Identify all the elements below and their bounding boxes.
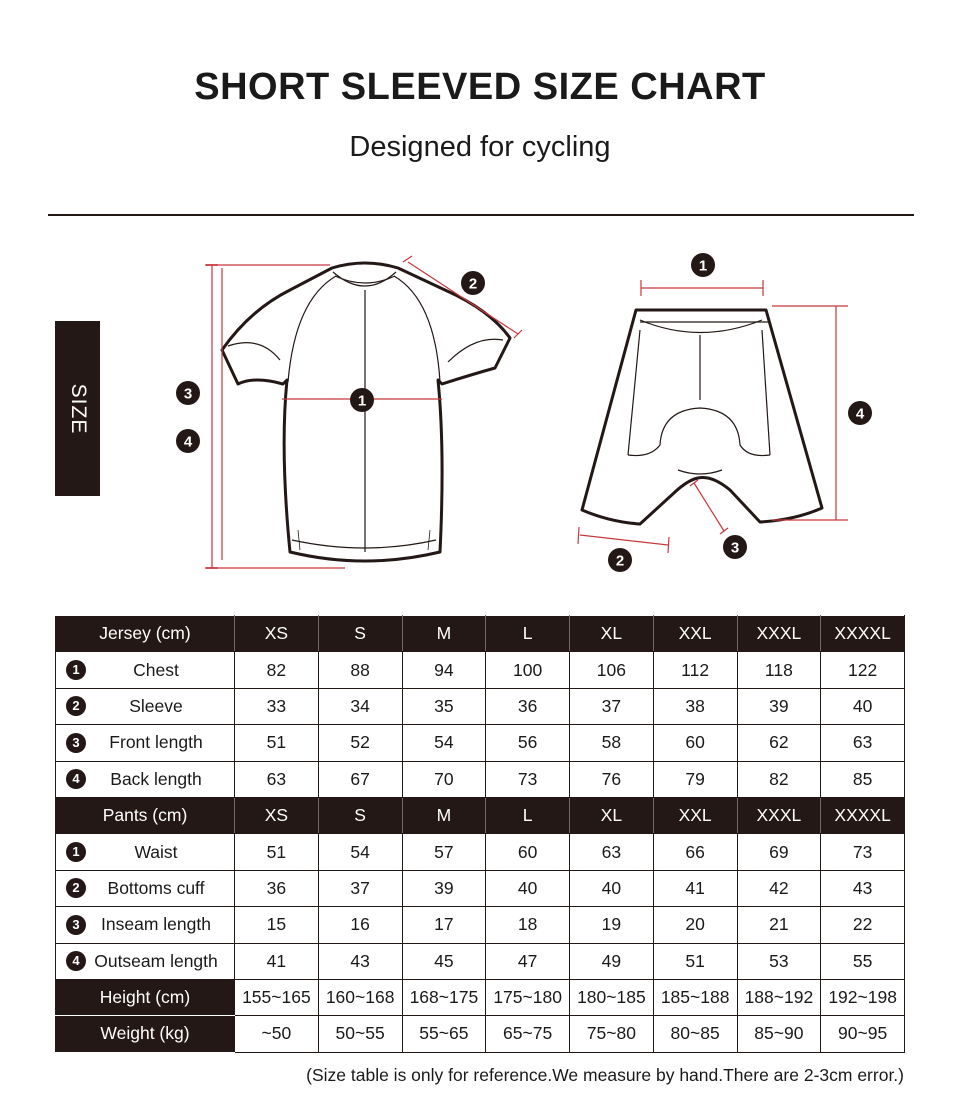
table-cell: 51: [235, 834, 319, 870]
header-cell: XXXXL: [821, 616, 905, 652]
table-cell: 51: [653, 943, 737, 979]
table-cell: 43: [318, 943, 402, 979]
row-label-text: Front length: [109, 732, 203, 753]
header-cell: XS: [235, 797, 319, 833]
svg-text:4: 4: [183, 433, 193, 451]
table-cell: 67: [318, 761, 402, 797]
table-cell: 54: [318, 834, 402, 870]
table-cell: 35: [402, 688, 486, 724]
jersey-marker-3: [176, 381, 200, 405]
row-label: [56, 688, 235, 724]
table-cell: 53: [737, 943, 821, 979]
table-cell: ~50: [235, 1016, 319, 1052]
size-side-tab-label: SIZE: [66, 383, 90, 434]
row-label: [56, 907, 235, 943]
pants-marker-2: [608, 548, 632, 572]
table-cell: 40: [821, 688, 905, 724]
header-cell: M: [402, 797, 486, 833]
header-cell: XS: [235, 616, 319, 652]
table-cell: 52: [318, 725, 402, 761]
header-cell: Jersey (cm): [56, 616, 235, 652]
row-number-badge: 4: [66, 769, 86, 789]
jersey-outline: [222, 263, 510, 561]
table-cell: 73: [486, 761, 570, 797]
footnote: (Size table is only for reference.We measure by hand.There are 2-3cm error.): [306, 1065, 904, 1085]
table-cell: 40: [570, 870, 654, 906]
row-number-badge: 2: [66, 696, 86, 716]
table-cell: 37: [570, 688, 654, 724]
svg-text:2: 2: [615, 552, 625, 570]
svg-text:1: 1: [357, 392, 367, 410]
table-cell: 47: [486, 943, 570, 979]
row-number-badge: 3: [66, 915, 86, 935]
jersey-seams: [228, 272, 503, 552]
table-cell: 36: [235, 870, 319, 906]
table-cell: 33: [235, 688, 319, 724]
table-cell: 17: [402, 907, 486, 943]
table-cell: 16: [318, 907, 402, 943]
table-row: [56, 725, 905, 761]
row-label-text: Inseam length: [101, 914, 211, 935]
table-cell: 188~192: [737, 979, 821, 1015]
svg-text:3: 3: [183, 385, 193, 403]
table-cell: 106: [570, 652, 654, 688]
table-cell: 38: [653, 688, 737, 724]
row-label: [56, 943, 235, 979]
pants-marker-1: [691, 253, 715, 277]
table-cell: 50~55: [318, 1016, 402, 1052]
table-cell: 88: [318, 652, 402, 688]
table-cell: 79: [653, 761, 737, 797]
row-label-text: Outseam length: [94, 950, 218, 971]
table-cell: 41: [235, 943, 319, 979]
row-label-text: Waist: [134, 841, 178, 862]
page-subtitle: Designed for cycling: [349, 131, 611, 163]
table-cell: 34: [318, 688, 402, 724]
table-cell: 100: [486, 652, 570, 688]
row-number-badge: 3: [66, 733, 86, 753]
page-title: SHORT SLEEVED SIZE CHART: [194, 66, 766, 108]
table-cell: 85: [821, 761, 905, 797]
table-cell: 36: [486, 688, 570, 724]
table-cell: 192~198: [821, 979, 905, 1015]
table-cell: 85~90: [737, 1016, 821, 1052]
pants-outline: [582, 310, 822, 524]
row-label: [56, 761, 235, 797]
table-cell: 94: [402, 652, 486, 688]
table-row: [56, 870, 905, 906]
table-cell: 55~65: [402, 1016, 486, 1052]
row-label: [56, 725, 235, 761]
row-label: Weight (kg): [56, 1016, 235, 1052]
jersey-header-row: [56, 616, 905, 652]
table-cell: 56: [486, 725, 570, 761]
table-cell: 57: [402, 834, 486, 870]
header-cell: XXL: [653, 616, 737, 652]
jersey-marker-4: [176, 429, 200, 453]
header-cell: XXXL: [737, 797, 821, 833]
svg-text:2: 2: [468, 275, 478, 293]
table-cell: 18: [486, 907, 570, 943]
table-cell: 60: [653, 725, 737, 761]
table-cell: 63: [821, 725, 905, 761]
table-cell: 160~168: [318, 979, 402, 1015]
row-number-badge: 2: [66, 878, 86, 898]
header-cell: M: [402, 616, 486, 652]
header-cell: XXXXL: [821, 797, 905, 833]
table-cell: 155~165: [235, 979, 319, 1015]
pants-marker-3: [723, 535, 747, 559]
table-cell: 40: [486, 870, 570, 906]
table-cell: 39: [737, 688, 821, 724]
row-label-text: Back length: [110, 768, 202, 789]
table-cell: 19: [570, 907, 654, 943]
svg-text:3: 3: [730, 539, 740, 557]
row-label: [56, 834, 235, 870]
table-cell: 66: [653, 834, 737, 870]
table-cell: 15: [235, 907, 319, 943]
table-cell: 70: [402, 761, 486, 797]
table-cell: 62: [737, 725, 821, 761]
table-cell: 43: [821, 870, 905, 906]
pants-seams: [628, 320, 770, 474]
row-label-text: Chest: [133, 659, 179, 680]
row-label: [56, 652, 235, 688]
table-cell: 45: [402, 943, 486, 979]
header-cell: S: [318, 616, 402, 652]
table-cell: 42: [737, 870, 821, 906]
table-cell: 55: [821, 943, 905, 979]
table-row: [56, 688, 905, 724]
height-row: [56, 979, 905, 1015]
table-cell: 39: [402, 870, 486, 906]
table-row: [56, 761, 905, 797]
header-cell: XL: [570, 616, 654, 652]
table-row: [56, 907, 905, 943]
table-cell: 118: [737, 652, 821, 688]
row-label-text: Sleeve: [129, 695, 183, 716]
header-cell: S: [318, 797, 402, 833]
table-cell: 58: [570, 725, 654, 761]
table-cell: 76: [570, 761, 654, 797]
table-cell: 41: [653, 870, 737, 906]
table-cell: 51: [235, 725, 319, 761]
table-cell: 54: [402, 725, 486, 761]
table-cell: 82: [737, 761, 821, 797]
table-cell: 65~75: [486, 1016, 570, 1052]
table-cell: 168~175: [402, 979, 486, 1015]
row-label-text: Bottoms cuff: [107, 877, 205, 898]
table-cell: 112: [653, 652, 737, 688]
header-cell: XXL: [653, 797, 737, 833]
pants-marker-4: [848, 401, 872, 425]
row-number-badge: 1: [66, 842, 86, 862]
jersey-measure-lines: [205, 256, 522, 568]
header-cell: Pants (cm): [56, 797, 235, 833]
table-cell: 80~85: [653, 1016, 737, 1052]
svg-text:4: 4: [855, 405, 865, 423]
pants-header-row: [56, 797, 905, 833]
table-cell: 63: [235, 761, 319, 797]
header-cell: XXXL: [737, 616, 821, 652]
table-cell: 37: [318, 870, 402, 906]
table-row: [56, 834, 905, 870]
header-cell: L: [486, 797, 570, 833]
table-cell: 60: [486, 834, 570, 870]
weight-row: [56, 1016, 905, 1052]
row-number-badge: 4: [66, 951, 86, 971]
table-row: [56, 943, 905, 979]
header-cell: XL: [570, 797, 654, 833]
table-cell: 82: [235, 652, 319, 688]
table-cell: 20: [653, 907, 737, 943]
table-cell: 49: [570, 943, 654, 979]
header-cell: L: [486, 616, 570, 652]
table-row: [56, 652, 905, 688]
table-cell: 63: [570, 834, 654, 870]
table-cell: 180~185: [570, 979, 654, 1015]
table-cell: 21: [737, 907, 821, 943]
jersey-marker-1: [350, 388, 374, 412]
table-cell: 73: [821, 834, 905, 870]
size-table: [55, 615, 905, 1053]
garment-diagram: [0, 230, 960, 580]
table-cell: 69: [737, 834, 821, 870]
row-number-badge: 1: [66, 660, 86, 680]
title-divider: [48, 214, 914, 216]
table-cell: 122: [821, 652, 905, 688]
table-cell: 90~95: [821, 1016, 905, 1052]
table-cell: 175~180: [486, 979, 570, 1015]
table-cell: 22: [821, 907, 905, 943]
svg-text:1: 1: [698, 257, 708, 275]
table-cell: 185~188: [653, 979, 737, 1015]
table-cell: 75~80: [570, 1016, 654, 1052]
jersey-marker-2: [461, 271, 485, 295]
row-label: [56, 870, 235, 906]
row-label: Height (cm): [56, 979, 235, 1015]
